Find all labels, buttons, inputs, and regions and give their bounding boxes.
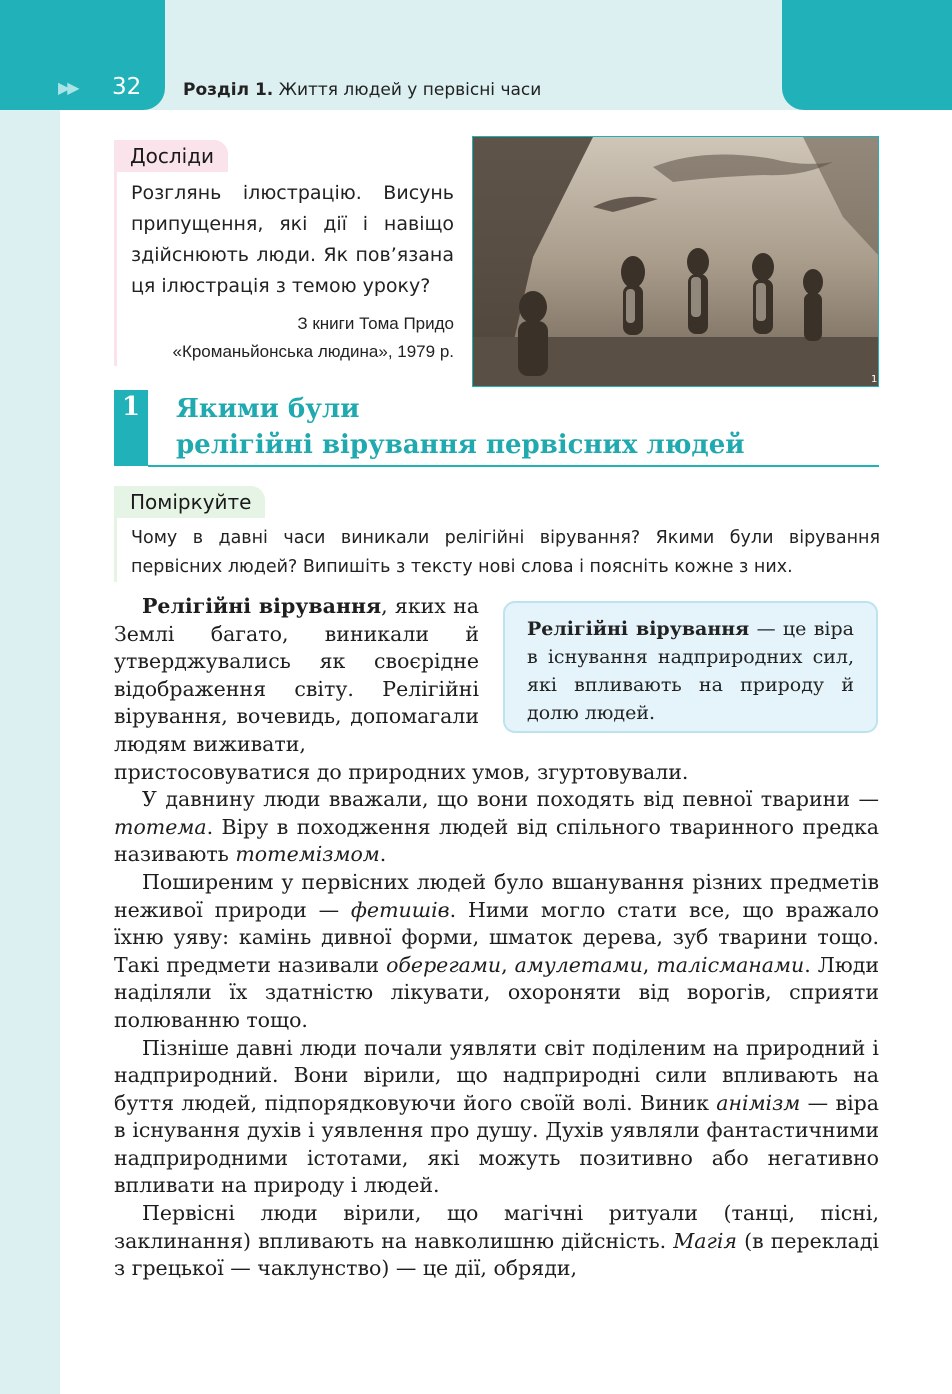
term-animism: анімізм [716,1090,801,1115]
think-box [114,486,880,582]
section-title-line-2: релігійні вірування первісних людей [176,430,745,460]
definition-term: Релігійні вірування [527,618,750,640]
paragraph-4 [114,1035,879,1201]
explore-box [114,140,454,366]
p3-text-b: . Ними могло стати все, що вражало їхню уяву: камінь дивної форми, шматок дерева, зуб тварини тощо. Такі предмети називали [114,897,879,977]
explore-label: Досліди [114,140,228,172]
p2-text-a: У давнину люди вважали, що вони походять від певної тварини — [142,787,879,812]
p3-text-e: . Люди наділяли їх здатністю лікувати, охороняти від ворогів, сприяти полюванню тощо. [114,952,879,1032]
p5-text-b: (в перекладі з грецької — чаклунство) — це дії, обряди, [114,1228,879,1281]
left-margin-strip [0,0,60,1394]
definition-body: — це віра в існування надприродних сил, які впливають на природу й долю людей. [527,618,854,724]
paragraph-3 [114,869,879,1035]
main-text [114,593,879,1283]
explore-text: Розглянь ілюстрацію. Висунь припущення, які дії і навіщо здійснюють люди. Як пов’язана ця ілюстрація з темою уроку? [131,182,454,297]
section-title [176,391,745,463]
paragraph-1-continuation: пристосовуватися до природних умов, згуртовували. [114,759,689,784]
term-totemism: тотемізмом [235,842,380,867]
paragraph-1-text: , яких на Землі багато, виникали й утверджувались як своєрідне відображення світу. Релігійні вірування, вочевидь, допомагали людям виживати, [114,594,480,756]
p3-text-c: , [501,952,515,977]
term-fetishes: фетишів [350,897,450,922]
image-credit [131,310,454,366]
term-magic: Магія [673,1228,737,1253]
illustration-mark: 1 [871,374,878,385]
term-totem: тотема [114,814,207,839]
p4-text-b: — віра в існування духів і уявлення про душу. Духів уявляли фантастичними надприродними істотами, які можуть позитивно або негативно впливати на природу і людей. [114,1090,879,1198]
illustration-drawing [473,137,879,387]
chapter-title: Життя людей у первісні часи [278,80,542,100]
term-religious-beliefs: Релігійні вірування [142,594,382,618]
term-amulets: амулетами [514,952,643,977]
paragraph-1 [114,593,479,759]
p2-text-c: . [379,842,387,867]
page-number: 32 [112,74,142,100]
ritual-dance-illustration [472,136,879,387]
p4-text-a: Пізніше давні люди почали уявляти світ поділеним на природний і надприродний. Вони вірили, що надприродні сили впливають на буття людей, підпорядковуючи його своїй волі. Виник [114,1035,879,1115]
paragraph-2 [114,786,879,869]
term-amulets-obereg: оберегами [386,952,502,977]
section-number: 1 [114,390,148,466]
header-right-tab [782,0,952,110]
running-head [183,80,541,100]
paragraph-5 [114,1200,879,1283]
credit-line-2: «Кроманьйонська людина», 1979 р. [172,342,454,361]
term-talismans: талісманами [656,952,805,977]
double-arrow-icon: ▶▶ [58,78,77,97]
section-rule [148,465,879,467]
p3-text-a: Поширеним у первісних людей було вшанування різних предметів неживої природи — [114,869,879,922]
think-label: Поміркуйте [114,486,265,518]
think-body [114,518,880,582]
p3-text-d: , [642,952,657,977]
p2-text-b: . Віру в походження людей від спільного тваринного предка називають [114,814,879,867]
p5-text-a: Первісні люди вірили, що магічні ритуали (танці, пісні, заклинання) впливають на навколишню дійсність. [114,1201,879,1253]
section-title-line-1: Якими були [176,394,360,424]
think-text: Чому в давні часи виникали релігійні вірування? Якими були вірування первісних людей? Випишіть з тексту нові слова і поясніть кожне з них. [131,528,880,577]
explore-body [114,172,454,366]
chapter-label: Розділ 1. [183,80,274,100]
credit-line-1: З книги Тома Придо [297,314,454,333]
